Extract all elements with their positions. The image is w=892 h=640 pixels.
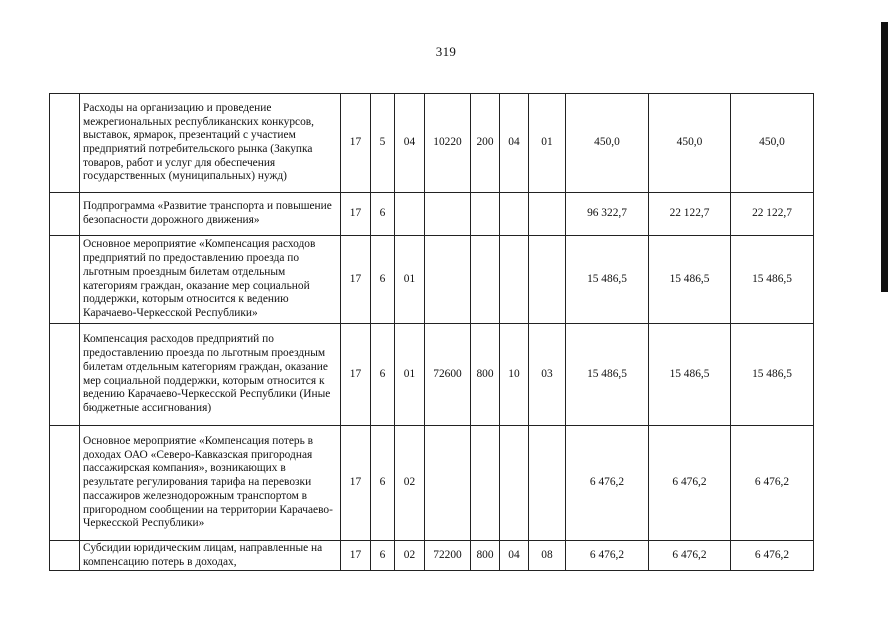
code-cell: 200: [471, 94, 500, 193]
amount-cell: 6 476,2: [731, 426, 814, 541]
row-description: Подпрограмма «Развитие транспорта и повышение безопасности дорожного движения»: [80, 193, 341, 236]
row-number-cell: [50, 324, 80, 426]
code-cell: [500, 426, 529, 541]
code-cell: 800: [471, 541, 500, 571]
row-number-cell: [50, 94, 80, 193]
code-cell: 04: [395, 94, 425, 193]
code-cell: 10: [500, 324, 529, 426]
amount-cell: 96 322,7: [566, 193, 649, 236]
amount-cell: 15 486,5: [731, 324, 814, 426]
code-cell: 72200: [425, 541, 471, 571]
code-cell: [529, 236, 566, 324]
code-cell: 800: [471, 324, 500, 426]
amount-cell: 15 486,5: [566, 324, 649, 426]
code-cell: [500, 236, 529, 324]
code-cell: 6: [371, 193, 395, 236]
code-cell: 01: [529, 94, 566, 193]
code-cell: [471, 426, 500, 541]
code-cell: 17: [341, 94, 371, 193]
code-cell: 08: [529, 541, 566, 571]
code-cell: 17: [341, 541, 371, 571]
amount-cell: 450,0: [731, 94, 814, 193]
amount-cell: 15 486,5: [566, 236, 649, 324]
code-cell: [425, 426, 471, 541]
amount-cell: 450,0: [566, 94, 649, 193]
amount-cell: 22 122,7: [731, 193, 814, 236]
code-cell: 6: [371, 324, 395, 426]
row-description: Компенсация расходов предприятий по предоставлению проезда по льготным проездным билетам отдельным категориям граждан, оказание мер социальной поддержки, которым относится к ведению Карачаево-Черкесской Республики (Иные бюджетные ассигнования): [80, 324, 341, 426]
amount-cell: 6 476,2: [566, 541, 649, 571]
code-cell: [425, 236, 471, 324]
row-description: Основное мероприятие «Компенсация потерь в доходах ОАО «Северо-Кавказская пригородная пассажирская компания», возникающих в результате регулирования тарифа на перевозки пассажиров железнодорожным транспортом в пригородном сообщении на территории Карачаево-Черкесской Республики»: [80, 426, 341, 541]
table-row: [50, 324, 814, 426]
amount-cell: 6 476,2: [649, 541, 731, 571]
code-cell: 17: [341, 426, 371, 541]
table-row: [50, 94, 814, 193]
code-cell: 03: [529, 324, 566, 426]
code-cell: 04: [500, 541, 529, 571]
row-description: Расходы на организацию и проведение межрегиональных республиканских конкурсов, выставок, ярмарок, презентаций с участием предприятий потребительского рынка (Закупка товаров, работ и услуг для обеспечения государственных (муниципальных) нужд): [80, 94, 341, 193]
row-number-cell: [50, 541, 80, 571]
amount-cell: 22 122,7: [649, 193, 731, 236]
row-description: Субсидии юридическим лицам, направленные на компенсацию потерь в доходах,: [80, 541, 341, 571]
amount-cell: 6 476,2: [566, 426, 649, 541]
code-cell: 17: [341, 324, 371, 426]
amount-cell: 15 486,5: [649, 324, 731, 426]
code-cell: 6: [371, 541, 395, 571]
code-cell: 01: [395, 236, 425, 324]
code-cell: [425, 193, 471, 236]
page-number: 319: [435, 44, 457, 59]
code-cell: [471, 193, 500, 236]
code-cell: 02: [395, 426, 425, 541]
code-cell: [500, 193, 529, 236]
code-cell: 10220: [425, 94, 471, 193]
code-cell: [471, 236, 500, 324]
amount-cell: 6 476,2: [731, 541, 814, 571]
table-row: [50, 541, 814, 571]
code-cell: 04: [500, 94, 529, 193]
code-cell: 01: [395, 324, 425, 426]
row-description: Основное мероприятие «Компенсация расходов предприятий по предоставлению проезда по льготным проездным билетам отдельным категориям граждан, оказание мер социальной поддержки, которым относится к ведению Карачаево-Черкесской Республики»: [80, 236, 341, 324]
row-number-cell: [50, 193, 80, 236]
code-cell: 6: [371, 426, 395, 541]
code-cell: 5: [371, 94, 395, 193]
table-row: [50, 236, 814, 324]
amount-cell: 450,0: [649, 94, 731, 193]
code-cell: 17: [341, 236, 371, 324]
scan-edge-shadow: [881, 22, 888, 292]
code-cell: [529, 426, 566, 541]
code-cell: [529, 193, 566, 236]
amount-cell: 15 486,5: [731, 236, 814, 324]
code-cell: 6: [371, 236, 395, 324]
row-number-cell: [50, 426, 80, 541]
amount-cell: 6 476,2: [649, 426, 731, 541]
code-cell: 72600: [425, 324, 471, 426]
budget-table: [49, 93, 814, 571]
code-cell: [395, 193, 425, 236]
table-row: [50, 426, 814, 541]
code-cell: 17: [341, 193, 371, 236]
amount-cell: 15 486,5: [649, 236, 731, 324]
row-number-cell: [50, 236, 80, 324]
table-row: [50, 193, 814, 236]
code-cell: 02: [395, 541, 425, 571]
